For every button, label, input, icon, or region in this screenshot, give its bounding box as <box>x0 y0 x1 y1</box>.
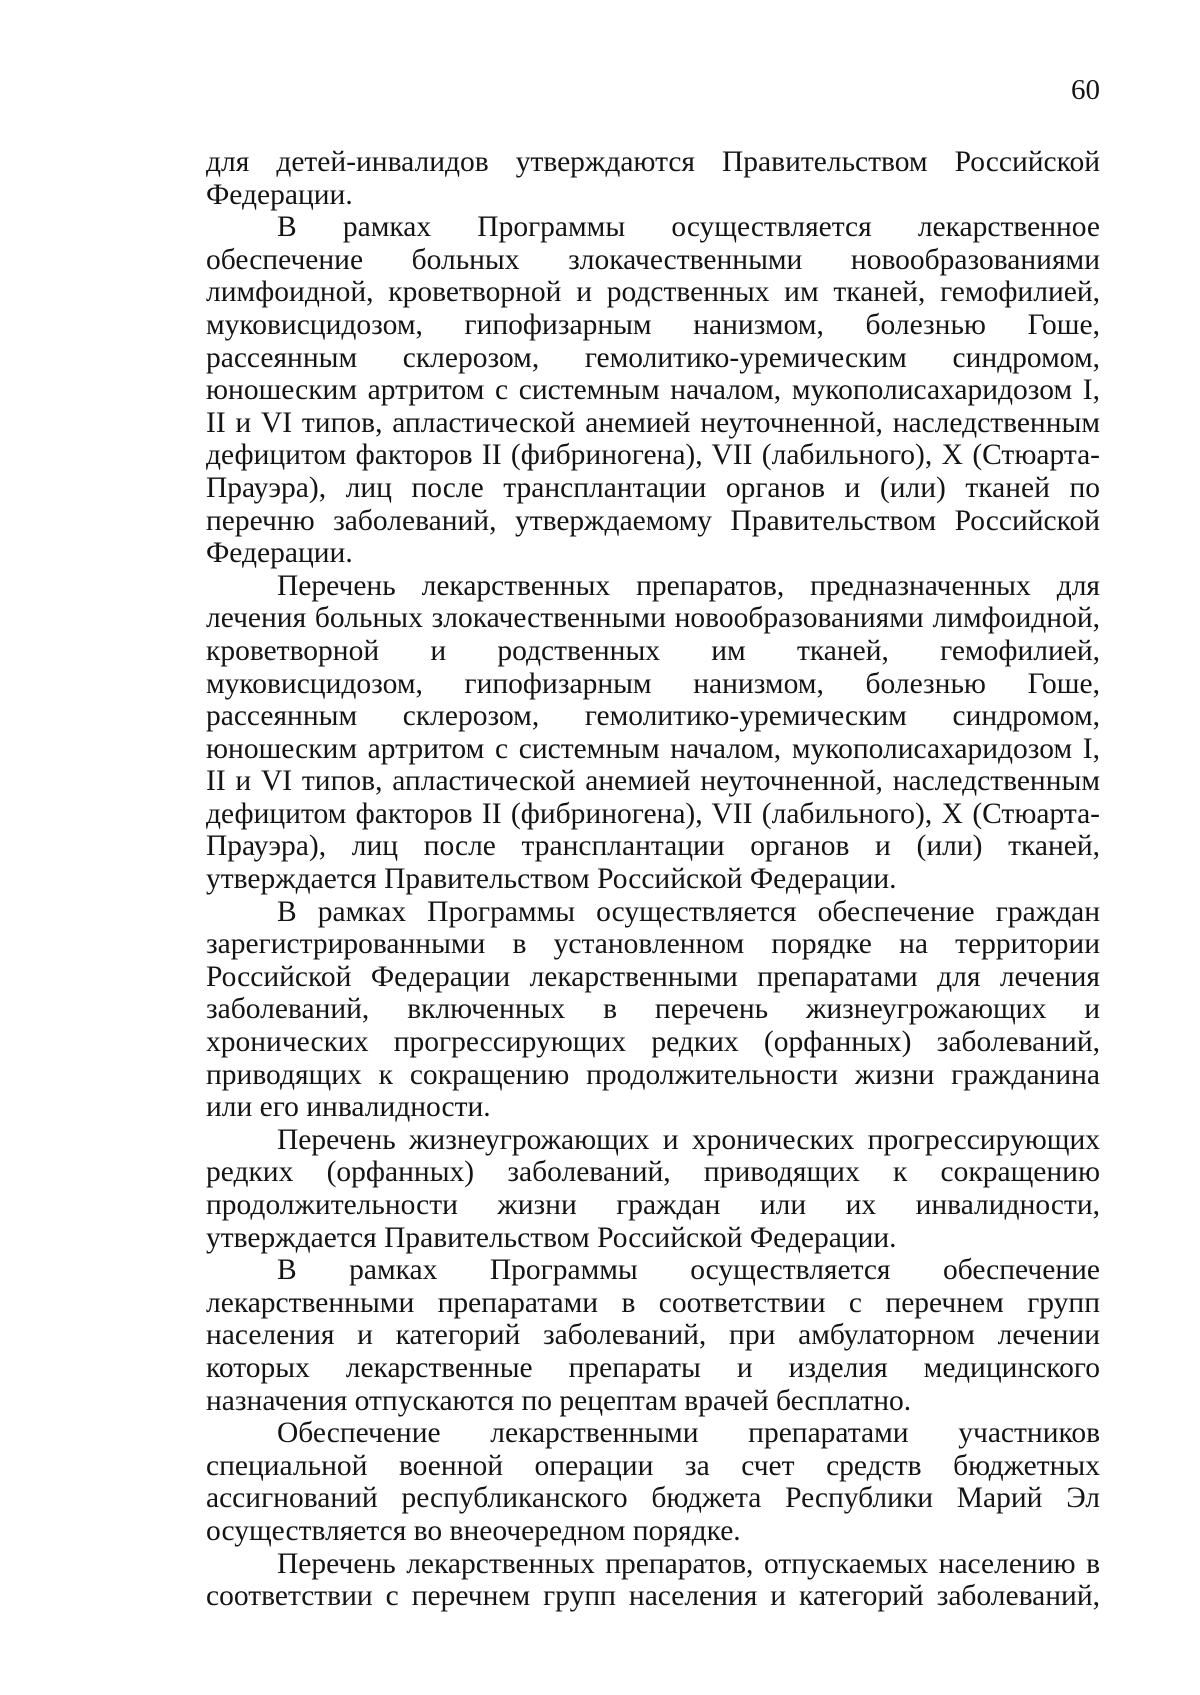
paragraph: В рамках Программы осуществляется лекарственное обеспечение больных злокачественными новообразованиями лимфоидной, кроветворной и родственных им тканей, гемофилией, муковисцидозом, гипофизарным нанизмом, болезнью Гоше, рассеянным склерозом, гемолитико-уремическим синдромом, юношеским артритом с системным началом, мукополисахаридозом I, II и VI типов, апластической анемией неуточненной, наследственным дефицитом факторов II (фибриногена), VII (лабильного), X (Стюарта-Прауэра), лиц после трансплантации органов и (или) тканей по перечню заболеваний, утверждаемому Правительством Российской Федерации. <box>206 211 1100 570</box>
paragraph: Перечень жизнеугрожающих и хронических прогрессирующих редких (орфанных) заболеваний, приводящих к сокращению продолжительности жизни граждан или их инвалидности, утверждается Правительством Российской Федерации. <box>206 1123 1100 1254</box>
page-number: 60 <box>1071 74 1100 106</box>
paragraph: для детей-инвалидов утверждаются Правительством Российской Федерации. <box>206 146 1100 211</box>
paragraph: В рамках Программы осуществляется обеспечение граждан зарегистрированными в установленном порядке на территории Российской Федерации лекарственными препаратами для лечения заболеваний, включенных в перечень жизнеугрожающих и хронических прогрессирующих редких (орфанных) заболеваний, приводящих к сокращению продолжительности жизни гражданина или его инвалидности. <box>206 895 1100 1124</box>
paragraph: Перечень лекарственных препаратов, предназначенных для лечения больных злокачественными новообразованиями лимфоидной, кроветворной и родственных им тканей, гемофилией, муковисцидозом, гипофизарным нанизмом, болезнью Гоше, рассеянным склерозом, гемолитико-уремическим синдромом, юношеским артритом с системным началом, мукополисахаридозом I, II и VI типов, апластической анемией неуточненной, наследственным дефицитом факторов II (фибриногена), VII (лабильного), X (Стюарта-Прауэра), лиц после трансплантации органов и (или) тканей, утверждается Правительством Российской Федерации. <box>206 569 1100 896</box>
document-body <box>206 146 1100 1613</box>
paragraph: Обеспечение лекарственными препаратами участников специальной военной операции за счет средств бюджетных ассигнований республиканского бюджета Республики Марий Эл осуществляется во внеочередном порядке. <box>206 1417 1100 1547</box>
paragraph: В рамках Программы осуществляется обеспечение лекарственными препаратами в соответствии с перечнем групп населения и категорий заболеваний, при амбулаторном лечении которых лекарственные препараты и изделия медицинского назначения отпускаются по рецептам врачей бесплатно. <box>206 1254 1100 1417</box>
paragraph: Перечень лекарственных препаратов, отпускаемых населению в соответствии с перечнем групп населения и категорий заболеваний, <box>206 1547 1100 1613</box>
